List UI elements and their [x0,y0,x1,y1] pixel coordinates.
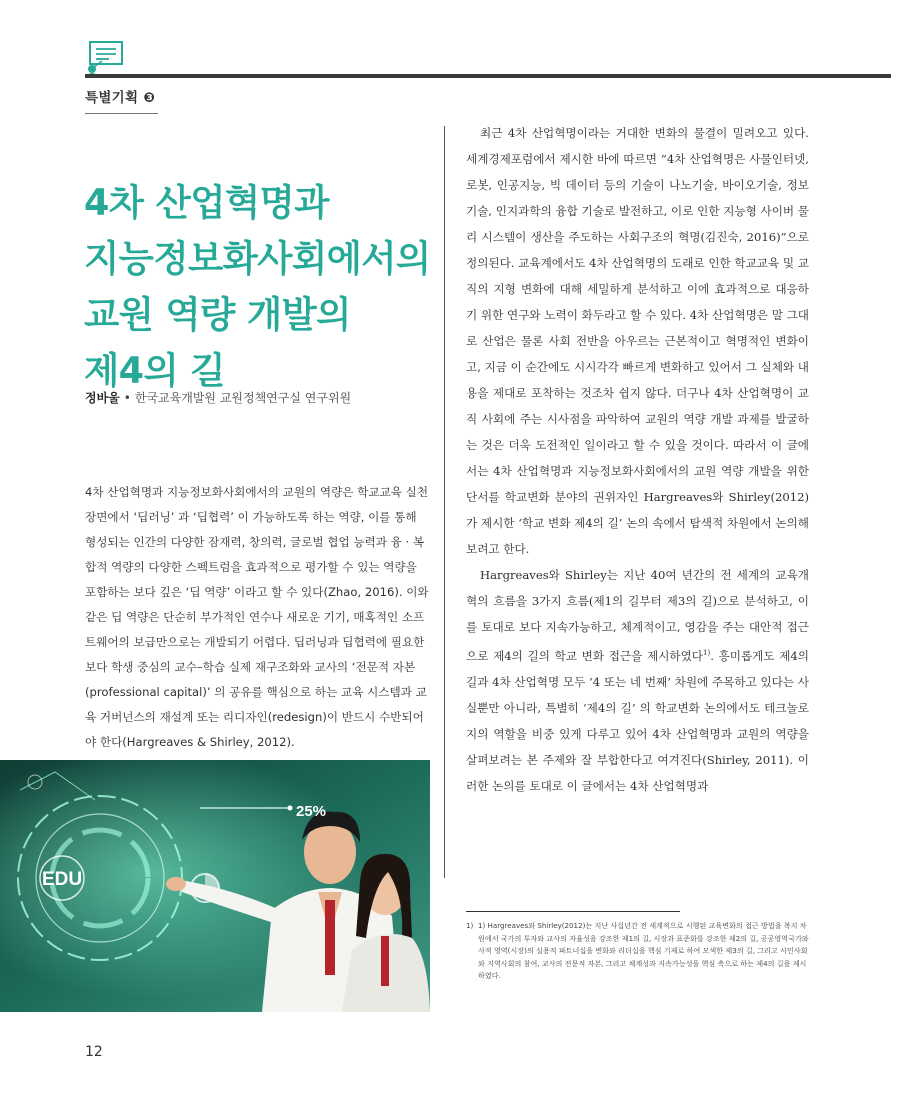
footnote [466,920,809,983]
photo-edu-badge: EDU [41,869,83,890]
article-title [84,175,434,399]
column-divider [444,126,445,878]
body-paragraph-2 [466,562,809,799]
footnote-reference[interactable]: 1) [703,649,711,657]
photo-percent-label: 25% [296,803,327,820]
header-rule [85,74,891,78]
section-label: 특별기획 ❸ [85,90,156,106]
body-paragraph-2-part-a: Hargreaves와 Shirley는 지난 40여 년간의 전 세계의 교육개혁의 흐름을 3가지 흐름(제1의 길부터 제3의 길)으로 분석하고, 이를 토대로 보다 지속가능하고, 체계적이고, 영감을 주는 대안적 접근으로 제4의 길의 학교 변화 접근을 제시하였다 [466,568,809,663]
author-separator: • [123,391,131,405]
body-paragraph-1: 최근 4차 산업혁명이라는 거대한 변화의 물결이 밀려오고 있다. 세계경제포럼에서 제시한 바에 따르면 “4차 산업혁명은 사물인터넷, 로봇, 인공지능, 빅 데이터 등의 기술이 나노기술, 바이오기술, 정보기술, 인지과학의 융합 기술로 발전하고, 이로 인한 지능형 사이버 물리 시스템이 생산을 주도하는 사회구조의 혁명(김진숙, 2016)”으로 정의된다. 교육계에서도 4차 산업혁명의 도래로 인한 학교교육 및 교직의 지형 변화에 대해 세밀하게 분석하고 이에 효과적으로 대응하기 위한 연구와 노력이 화두라고 할 수 있다. 4차 산업혁명은 말 그대로 산업은 물론 사회 전반을 아우르는 근본적이고 혁명적인 변화이고, 지금 이 순간에도 시시각각 빠르게 변화하고 있어서 그 실체와 내용을 제대로 포착하는 것조차 쉽지 않다. 더구나 4차 산업혁명이 교직 사회에 주는 시사점을 파악하여 교원의 역량 개발 과제를 발굴하는 것은 더욱 도전적인 일이라고 할 수 있을 것이다. 따라서 이 글에서는 4차 산업혁명과 지능정보화사회에서의 교원 역량 개발을 위한 단서를 학교변화 분야의 권위자인 Hargreaves와 Shirley(2012)가 제시한 ‘학교 변화 제4의 길’ 논의 속에서 탐색적 차원에서 논의해 보려고 한다. [466,126,809,556]
section-underline [85,113,158,114]
title-line-3: 교원 역량 개발의 [84,293,351,336]
board-presenter-icon [85,40,125,76]
footnote-mark: 1) [466,921,474,930]
footnote-text: 1) Hargreaves와 Shirley(2012)는 지난 사십년간 전 세계적으로 시행된 교육변화의 접근 방법을 복지 차원에서 국가의 투자와 교사의 자율성을 강조한 제1의 길, 시장과 표준화를 강조한 제2의 길, 공공영역국가와 사적 영역(시장)의 실용적 파트너십을 변화와 리더십을 핵심 기제로 하여 모색한 제3의 길, 그리고 시민사회와 지역사회의 참여, 교사의 전문적 자본, 그리고 체계성과 지속가능성을 핵심 축으로 하는 제4의 길을 제시하였다. [478,921,809,980]
author-byline [85,389,351,406]
abstract-text: 4차 산업혁명과 지능정보화사회에서의 교원의 역량은 학교교육 실천 장면에서 ‘딥러닝’ 과 ‘딥협력’ 이 가능하도록 하는 역량, 이를 통해 형성되는 인간의 다양한 잠재력, 창의력, 글로벌 협업 능력과 융 · 복합적 역량의 다양한 스펙트럼을 효과적으로 평가할 수 있는 역량을 포함하는 보다 깊은 ‘딥 역량’ 이라고 할 수 있다(Zhao, 2016). 이와 같은 딥 역량은 단순히 부가적인 연수나 새로운 기기, 매혹적인 소프트웨어의 보급만으로는 개발되기 어렵다. 딥러닝과 딥협력에 필요한 보다 학생 중심의 교수–학습 실제 재구조화와 교사의 ‘전문적 자본(professional capital)’ 의 공유를 핵심으로 하는 교육 시스템과 교육 거버넌스의 재설계 또는 리디자인(redesign)이 반드시 수반되어야 한다(Hargreaves & Shirley, 2012). [85,485,429,749]
article-photo [0,760,430,1012]
title-line-1: 4차 산업혁명과 [84,181,329,224]
body-text [466,120,809,799]
author-affiliation: 한국교육개발원 교원정책연구실 연구위원 [134,391,352,405]
title-line-4: 제4의 길 [84,349,225,392]
body-paragraph-2-part-b: . 흥미롭게도 제4의 길과 4차 산업혁명 모두 ‘4 또는 네 번째’ 차원에 주목하고 있다는 사실뿐만 아니라, 특별히 ‘제4의 길’ 의 학교변화 논의에서도 테크놀로지의 역할을 비중 있게 다루고 있어 4차 산업혁명과 교원의 역량을 살펴보려는 본 주제와 잘 부합한다고 여겨진다(Shirley, 2011). 이러한 논의를 토대로 이 글에서는 4차 산업혁명과 [466,648,809,793]
author-name: 정바울 [85,391,120,405]
page-number: 12 [85,1044,103,1060]
abstract [85,480,430,755]
title-line-2: 지능정보화사회에서의 [84,237,431,280]
footnote-rule [466,911,680,912]
